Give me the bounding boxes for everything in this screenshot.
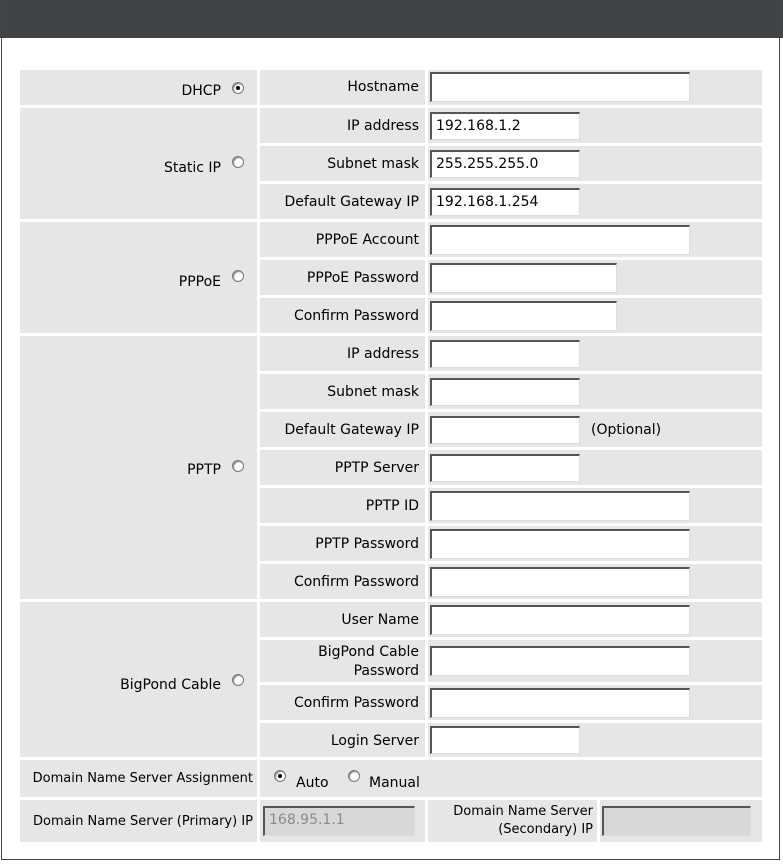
dns-primary-label-cell [20,800,257,842]
static-subnet-input[interactable]: 255.255.255.0 [430,150,580,178]
dns-assignment-label: Domain Name Server Assignment [32,771,253,786]
pptp-ip-input[interactable] [430,340,580,368]
dns-primary-field-cell [260,800,425,842]
pppoe-label: PPPoE [178,274,221,290]
dns-primary-label: Domain Name Server (Primary) IP [32,814,253,829]
pptp-password-label: PPTP Password [315,536,419,552]
pptp-id-input[interactable] [430,491,690,521]
dns-secondary-label-line1: Domain Name Server [453,804,593,819]
pppoe-confirm-input[interactable] [430,301,617,331]
bigpond-user-label-cell [260,602,425,637]
pptp-confirm-label-cell [260,564,425,599]
bigpond-confirm-label-cell [260,685,425,720]
static-ip-address-label: IP address [346,118,419,134]
hostname-label: Hostname [347,79,419,95]
static-ip-cell [20,108,257,219]
static-ip-address-field-cell [428,108,762,143]
static-ip-radio[interactable] [232,156,244,168]
pptp-server-field-cell [428,450,762,485]
static-gateway-label: Default Gateway IP [284,194,419,210]
static-ip-label: Static IP [163,160,221,176]
pptp-subnet-label: Subnet mask [327,384,419,400]
pppoe-confirm-label-cell [260,298,425,333]
pptp-ip-field-cell [428,336,762,371]
pppoe-password-label-cell [260,260,425,295]
pptp-subnet-input[interactable] [430,378,580,406]
dns-primary-input[interactable]: 168.95.1.1 [263,806,415,836]
dhcp-label: DHCP [181,83,221,99]
static-subnet-label-cell [260,146,425,181]
pppoe-confirm-field-cell [428,298,762,333]
bigpond-login-field-cell [428,723,762,757]
pptp-gateway-label-cell [260,412,425,447]
hostname-field-cell [428,70,762,105]
dns-secondary-label-line2: (Secondary) IP [498,822,593,837]
dns-auto-label: Auto [296,775,329,791]
bigpond-confirm-field-cell [428,685,762,720]
pppoe-account-input[interactable] [430,225,690,255]
pptp-server-label: PPTP Server [334,460,419,476]
pppoe-account-label: PPPoE Account [315,232,419,248]
dns-secondary-input[interactable] [602,806,751,836]
static-ip-address-input[interactable]: 192.168.1.2 [430,112,580,140]
pptp-password-label-cell [260,526,425,561]
pptp-server-input[interactable] [430,454,580,482]
pptp-password-field-cell [428,526,762,561]
pptp-label: PPTP [187,462,221,478]
pptp-gateway-optional-note: (Optional) [591,422,662,438]
static-subnet-label: Subnet mask [327,156,419,172]
static-subnet-field-cell [428,146,762,181]
bigpond-radio[interactable] [232,674,244,686]
bigpond-login-label: Login Server [330,733,419,749]
pptp-radio[interactable] [232,460,244,472]
bigpond-password-input[interactable] [430,646,690,676]
pppoe-password-input[interactable] [430,263,617,293]
dhcp-cell [20,70,257,105]
bigpond-password-label-line2: Password [353,663,419,679]
pptp-ip-label: IP address [346,346,419,362]
pppoe-radio[interactable] [232,270,244,282]
pppoe-password-field-cell [428,260,762,295]
static-gateway-field-cell [428,184,762,219]
pppoe-confirm-label: Confirm Password [293,308,419,324]
pptp-confirm-field-cell [428,564,762,599]
bigpond-password-field-cell [428,640,762,682]
pptp-ip-label-cell [260,336,425,371]
pptp-cell [20,336,257,599]
bigpond-confirm-label: Confirm Password [293,695,419,711]
dns-manual-label: Manual [369,775,420,791]
pptp-id-label: PPTP ID [365,498,419,514]
hostname-input[interactable] [430,72,690,102]
static-ip-address-label-cell [260,108,425,143]
pptp-confirm-label: Confirm Password [293,574,419,590]
dns-auto-radio[interactable] [274,770,286,782]
pppoe-account-field-cell [428,222,762,257]
pptp-subnet-label-cell [260,374,425,409]
pptp-server-label-cell [260,450,425,485]
bigpond-password-label-cell [260,640,425,682]
pptp-gateway-field-cell [428,412,762,447]
pppoe-cell [20,222,257,333]
pptp-id-label-cell [260,488,425,523]
dns-assignment-label-cell [20,760,257,797]
pptp-subnet-field-cell [428,374,762,409]
dns-manual-radio[interactable] [348,770,360,782]
bigpond-login-input[interactable] [430,726,580,754]
pppoe-account-label-cell [260,222,425,257]
dns-assignment-options-cell [260,760,762,797]
static-gateway-input[interactable]: 192.168.1.254 [430,188,580,216]
static-gateway-label-cell [260,184,425,219]
pptp-password-input[interactable] [430,529,690,559]
bigpond-user-field-cell [428,602,762,637]
bigpond-user-input[interactable] [430,605,690,635]
pptp-id-field-cell [428,488,762,523]
pptp-confirm-input[interactable] [430,567,690,597]
bigpond-login-label-cell [260,723,425,757]
bigpond-user-label: User Name [341,612,419,628]
dns-secondary-field-cell [600,800,762,842]
bigpond-password-label-line1: BigPond Cable [318,644,419,660]
hostname-label-cell [260,70,425,105]
bigpond-cell [20,602,257,757]
pptp-gateway-label: Default Gateway IP [284,422,419,438]
pptp-gateway-input[interactable] [430,416,580,444]
bigpond-confirm-input[interactable] [430,688,690,718]
pppoe-password-label: PPPoE Password [306,270,419,286]
dns-secondary-label-cell [428,800,597,842]
dhcp-radio[interactable] [232,82,244,94]
bigpond-label: BigPond Cable [120,677,221,693]
